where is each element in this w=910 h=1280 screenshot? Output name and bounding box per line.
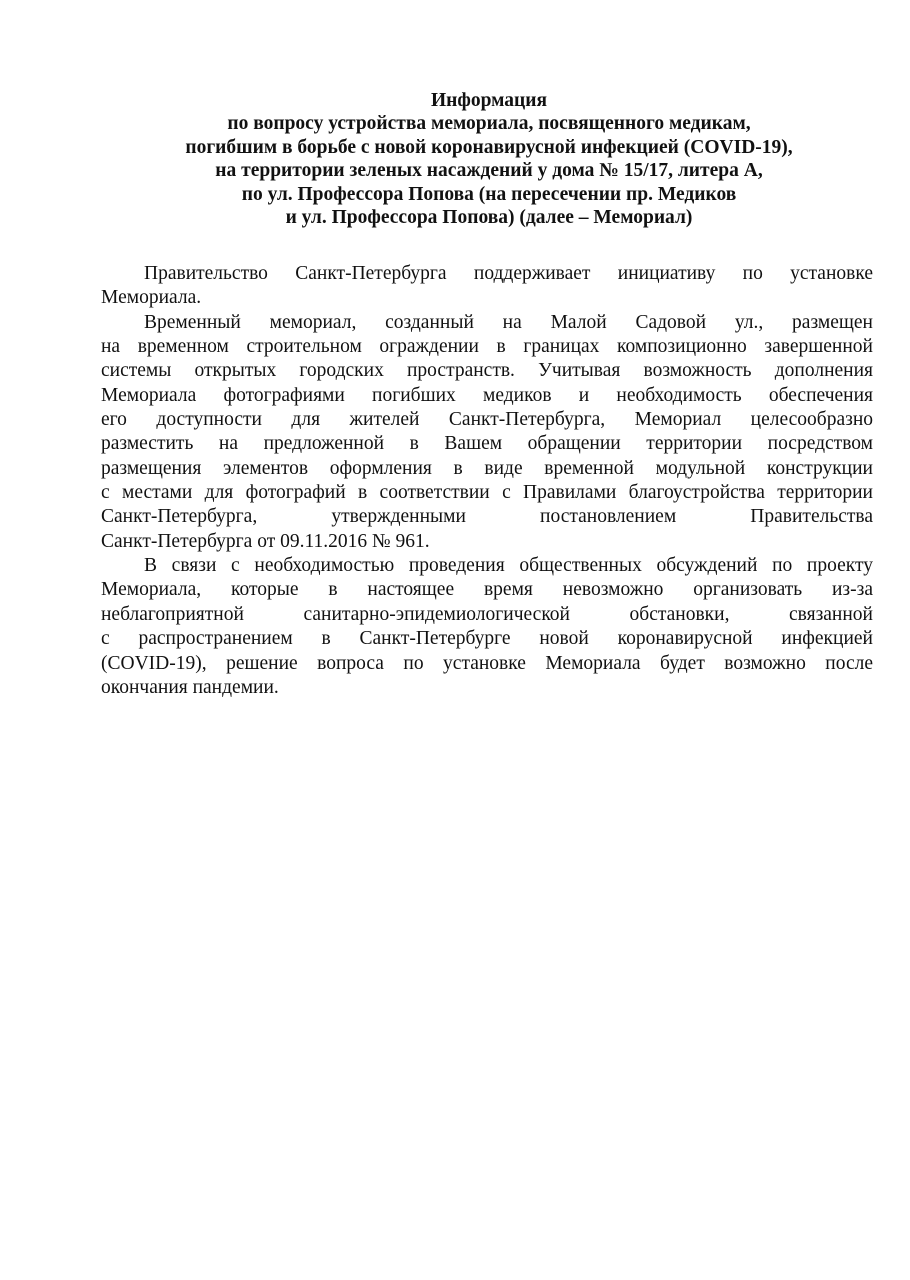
paragraph-public-discussion xyxy=(101,554,873,700)
paragraph-line: Санкт-Петербурга от 09.11.2016 № 961. xyxy=(101,530,430,552)
paragraph-line: Санкт-Петербурга, утвержденными постановлением Правительства xyxy=(101,506,873,528)
heading-line: и ул. Профессора Попова) (далее – Мемориал) xyxy=(285,207,693,229)
paragraph-line: размещения элементов оформления в виде временной модульной конструкции xyxy=(101,457,873,479)
paragraph-line: системы открытых городских пространств. Учитывая возможность дополнения xyxy=(101,360,873,382)
heading-line: по ул. Профессора Попова (на пересечении пр. Медиков xyxy=(241,183,737,205)
paragraph-line: неблагоприятной санитарно-эпидемиологической обстановки, связанной xyxy=(101,603,873,625)
paragraph-support xyxy=(101,262,873,311)
paragraph-line: В связи с необходимостью проведения общественных обсуждений по проекту xyxy=(144,555,873,577)
paragraph-line: на временном строительном ограждении в границах композиционно завершенной xyxy=(101,336,873,358)
heading-title: Информация xyxy=(430,90,548,111)
heading-line: по вопросу устройства мемориала, посвященного медикам, xyxy=(227,113,751,135)
paragraph-line: Правительство Санкт-Петербурга поддерживает инициативу по установке xyxy=(144,263,873,284)
paragraph-line: (COVID-19), решение вопроса по установке Мемориала будет возможно после xyxy=(101,652,873,674)
paragraph-line: его доступности для жителей Санкт-Петербурга, Мемориал целесообразно xyxy=(101,409,873,431)
paragraph-line: с местами для фотографий в соответствии с Правилами благоустройства территории xyxy=(101,482,873,504)
paragraph-line: Мемориала. xyxy=(101,287,202,309)
paragraph-line: Мемориала, которые в настоящее время невозможно организовать из-за xyxy=(101,579,873,601)
paragraph-line: Мемориала фотографиями погибших медиков и необходимость обеспечения xyxy=(101,384,873,406)
paragraph-line: с распространением в Санкт-Петербурге новой коронавирусной инфекцией xyxy=(101,628,873,650)
heading-line: на территории зеленых насаждений у дома № 15/17, литера А, xyxy=(215,160,763,182)
paragraph-line: разместить на предложенной в Вашем обращении территории посредством xyxy=(101,433,873,455)
paragraph-line: Временный мемориал, созданный на Малой Садовой ул., размещен xyxy=(144,311,873,333)
document-body xyxy=(101,262,873,700)
paragraph-line: окончания пандемии. xyxy=(101,676,279,698)
heading-line: погибшим в борьбе с новой коронавирусной инфекцией (COVID-19), xyxy=(185,136,793,158)
document-heading xyxy=(100,89,878,229)
paragraph-temporary-memorial xyxy=(101,311,873,554)
